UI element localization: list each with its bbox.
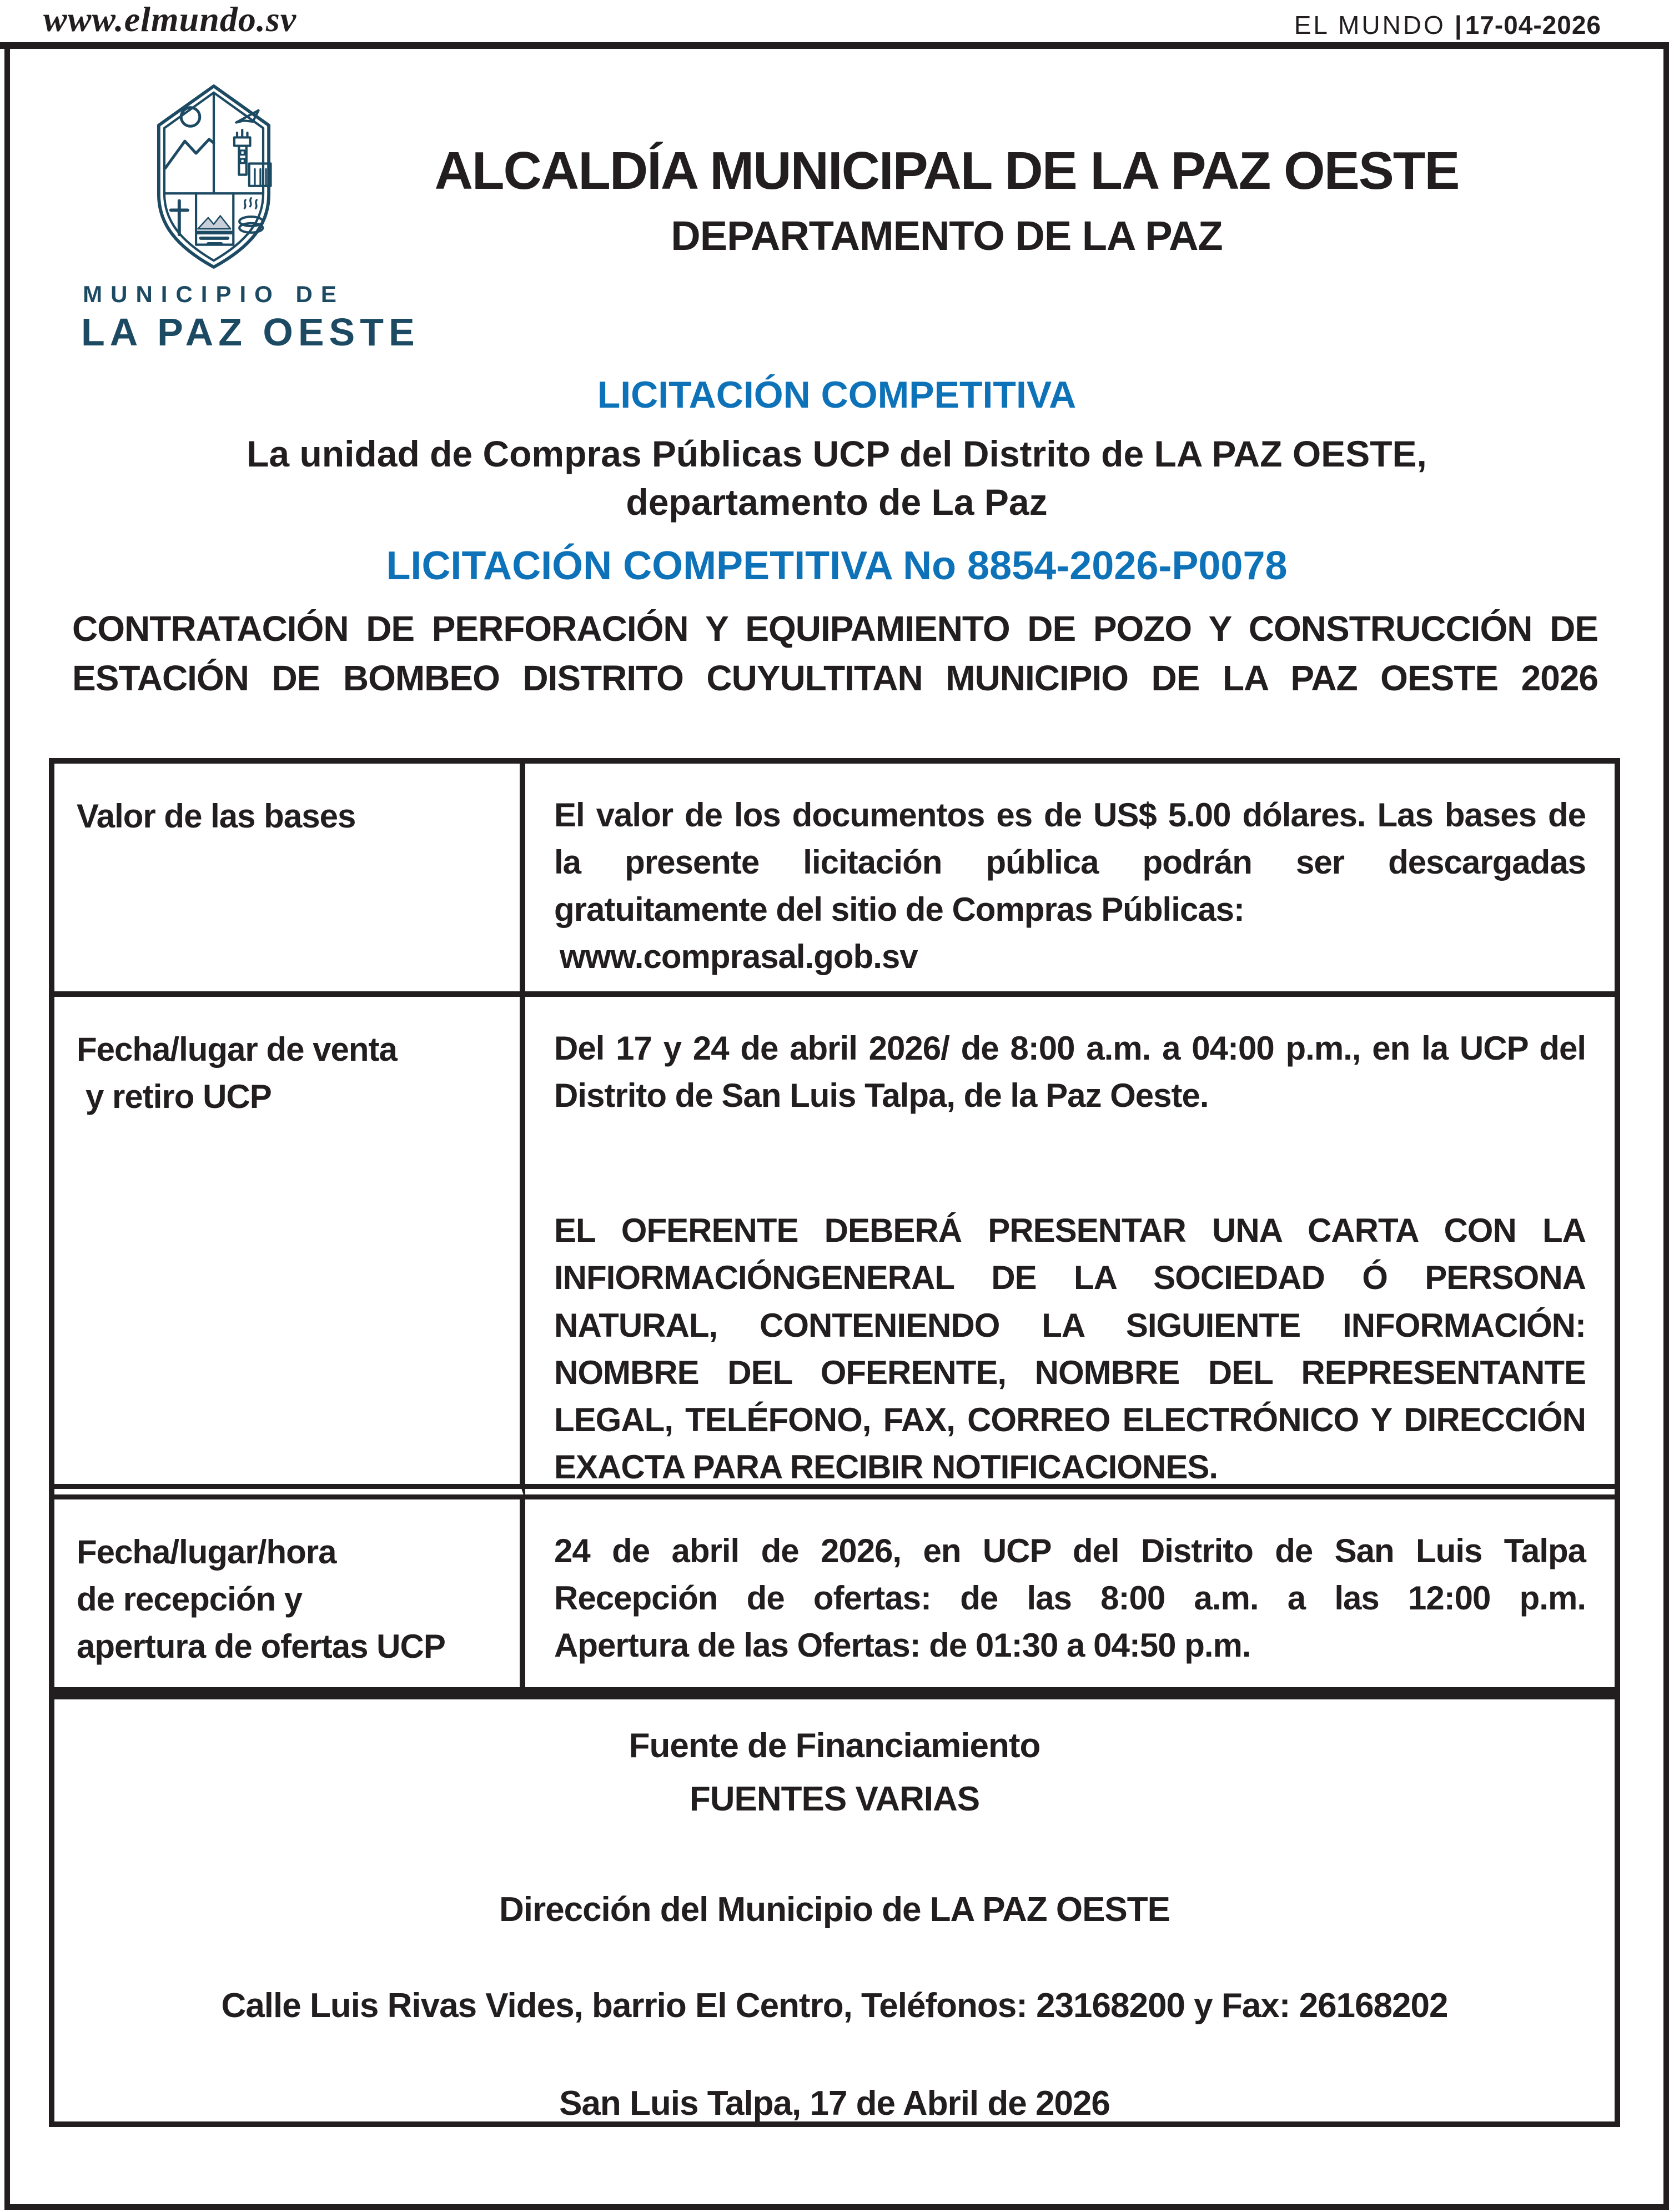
table-row-value-recepcion [525, 1499, 1615, 1699]
tender-details-table [49, 758, 1620, 2127]
tender-number-heading: LICITACIÓN COMPETITIVA No 8854-2026-P0078 [386, 544, 1288, 589]
newspaper-issue [1294, 10, 1601, 40]
label-line: y retiro UCP [86, 1078, 272, 1116]
label-line: apertura de ofertas UCP [77, 1628, 445, 1666]
contract-title: CONTRATACIÓN DE PERFORACIÓN Y EQUIPAMIENTO DE POZO Y CONSTRUCCIÓN DE ESTACIÓN DE BOMBEO DISTRITO CUYULTITAN MUNICIPIO DE LA PAZ OESTE 2026 [72, 609, 1598, 698]
municipality-address-line: Calle Luis Rivas Vides, barrio El Centro, Teléfonos: 23168200 y Fax: 26168202 [221, 1986, 1448, 2025]
tender-type-heading: LICITACIÓN COMPETITIVA [597, 374, 1077, 416]
place-and-date: San Luis Talpa, 17 de Abril de 2026 [559, 2084, 1110, 2123]
title-block [346, 83, 1641, 354]
newspaper-name: EL MUNDO [1294, 11, 1446, 39]
recepcion-line-1: 24 de abril de 2026, en UCP del Distrito de San Luis Talpa [554, 1532, 1586, 1569]
bases-paragraph: El valor de los documentos es de US$ 5.00 dólares. Las bases de la presente licitación pública podrán ser descargadas gratuitamente del sitio de Compras Públicas: [554, 796, 1586, 929]
recepcion-line-2: Recepción de ofertas: de las 8:00 a.m. a las 12:00 p.m. [554, 1579, 1586, 1617]
label-line: Valor de las bases [77, 797, 356, 835]
newspaper-site-url: www.elmundo.sv [43, 0, 297, 39]
table-row-label-bases [54, 764, 525, 997]
issue-date: 17-04-2026 [1465, 11, 1601, 39]
masthead [0, 0, 1679, 42]
table-row-value-bases [525, 764, 1615, 997]
comprasal-url: www.comprasal.gob.sv [560, 938, 918, 976]
tender-intro-line2: departamento de La Paz [626, 481, 1048, 523]
notice-frame [4, 49, 1669, 2210]
table-row-value-venta [525, 997, 1615, 1499]
label-line: Fecha/lugar de venta [77, 1030, 397, 1068]
municipal-shield-icon [144, 83, 284, 270]
label-line: de recepción y [77, 1581, 303, 1618]
logo-text-line2: LA PAZ OESTE [81, 310, 420, 354]
label-line: Fecha/lugar/hora [77, 1533, 336, 1571]
tender-intro-line1: La unidad de Compras Públicas UCP del Distrito de LA PAZ OESTE, [247, 433, 1427, 474]
table-footer-cell [54, 1699, 1615, 2121]
logo-text-line1: MUNICIPIO DE [83, 281, 345, 307]
issue-separator: | [1454, 11, 1462, 39]
municipality-logo [81, 83, 420, 354]
tender-intro [10, 430, 1663, 526]
masthead-rule [0, 42, 1669, 49]
page-title: ALCALDÍA MUNICIPAL DE LA PAZ OESTE [434, 141, 1459, 200]
page-subtitle: DEPARTAMENTO DE LA PAZ [671, 212, 1223, 259]
financing-label: Fuente de Financiamiento [629, 1726, 1040, 1765]
table-row-label-recepcion [54, 1499, 525, 1699]
venta-paragraph-2: EL OFERENTE DEBERÁ PRESENTAR UNA CARTA CON LA INFIORMACIÓNGENERAL DE LA SOCIEDAD Ó PERSONA NATURAL, CONTENIENDO LA SIGUIENTE INFORMACIÓN: NOMBRE DEL OFERENTE, NOMBRE DEL REPRESENTANTE LEGAL, TELÉFONO, FAX, CORREO ELECTRÓNICO Y DIRECCIÓN EXACTA PARA RECIBIR NOTIFICACIONES. [554, 1212, 1586, 1486]
venta-paragraph-1: Del 17 y 24 de abril 2026/ de 8:00 a.m. a 04:00 p.m., en la UCP del Distrito de San Luis Talpa, de la Paz Oeste. [554, 1029, 1586, 1115]
financing-value: FUENTES VARIAS [689, 1780, 980, 1819]
notice-header-row [10, 49, 1663, 354]
table-row-label-venta [54, 997, 525, 1499]
recepcion-line-3: Apertura de las Ofertas: de 01:30 a 04:50 p.m. [554, 1627, 1251, 1664]
municipality-address-title: Dirección del Municipio de LA PAZ OESTE [499, 1890, 1170, 1929]
